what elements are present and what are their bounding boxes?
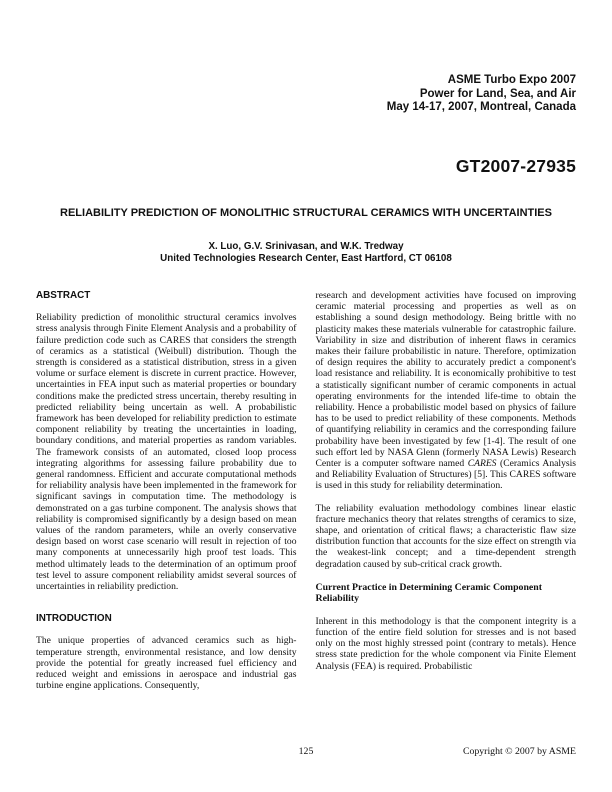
authors-line: X. Luo, G.V. Srinivasan, and W.K. Tredway	[208, 241, 404, 252]
paragraph-text: research and development activities have focused on improving ceramic material processing and properties as well as on establishing a sound design methodology. Being brittle with no plasticity makes these materials vulnerable for catastrophic failure. Variability in size and distribution of inherent flaws in ceramics makes their failure probabilistic in nature. Therefore, optimization of design requires the ability to accurately predict a component's load resistance and reliability. It is economically prohibitive to test a statistically significant number of ceramic components in actual operating environments for the intended life-time to obtain the reliability. Hence a probabilistic model based on physics of failure has to be used to predict reliability of these components. Methods of quantifying reliability in ceramics and the corresponding failure probability have been investigated by few [1-4]. The result of one such effort led by NASA Glenn (formerly NASA Lewis) Research Center is a computer software named	[315, 290, 576, 470]
conference-date-location: May 14-17, 2007, Montreal, Canada	[386, 101, 576, 114]
affiliation-line: United Technologies Research Center, East Hartford, CT 06108	[160, 253, 452, 265]
conference-name: ASME Turbo Expo 2007	[447, 74, 576, 86]
byline	[0, 241, 612, 265]
two-column-body	[36, 290, 576, 703]
introduction-heading: INTRODUCTION	[36, 613, 112, 625]
body-paragraph-2: The reliability evaluation methodology combines linear elastic fracture mechanics theory that relates strengths of ceramics to size, shape, and orientation of critical flaws; a characteristic flaw size distribution function that accounts for the size effect on strength via the weakest-link concept; and a time-dependent strength degradation caused by sub-critical crack growth.	[315, 502, 576, 570]
abstract-heading: ABSTRACT	[36, 290, 91, 301]
copyright-notice: Copyright © 2007 by ASME	[462, 746, 576, 757]
page-number: 125	[298, 746, 314, 757]
paragraph-text: (Ceramics Analysis and Reliability Evaluation of Structures) [5]. This CARES software is used in this study for reliability determination.	[315, 458, 577, 492]
abstract-paragraph: Reliability prediction of monolithic structural ceramics involves stress analysis through Finite Element Analysis and a probability of failure prediction code such as CARES that considers the strength of ceramics as a statistical (Weibull) distribution. Though the strength is considered as a statistical distribution, stress in a given volume or surface element is discrete in current practice. However, uncertainties in FEA input such as material properties or boundary conditions make the predicted stress uncertain, thereby resulting in predicted reliability being uncertain as well. A probabilistic framework has been developed for reliability prediction to estimate component reliability by treating the uncertainties in loading, boundary conditions, and material properties as random variables. The framework consists of an automated, closed loop process integrating algorithms for assessing failure probability due to general randomness. Efficient and accurate computational methods for reliability analysis have been implemented in the framework for significant savings in computation time. The methodology is demonstrated on a gas turbine component. The analysis shows that reliability is compromised significantly by a design based on mean values of the random parameters, while an overly conservative design based on worst case scenario will result in rejection of too many components at unnecessarily high proof test loads. This method ultimately leads to the determination of an optimum proof test level to assure component reliability amidst several sources of uncertainties in reliability prediction.	[36, 312, 297, 593]
introduction-paragraph: The unique properties of advanced ceramics such as high-temperature strength, environmental resistance, and low density provide the potential for greatly increased fuel efficiency and reduced weight and emissions in aerospace and industrial gas turbine engine applications. Consequently,	[36, 635, 297, 692]
subsection-heading: Current Practice in Determining Ceramic Component Reliability	[315, 581, 542, 605]
left-column	[36, 290, 297, 703]
right-column	[316, 290, 577, 703]
body-paragraph-3: Inherent in this methodology is that the component integrity is a function of the entire field solution for stresses and is not based only on the most highly stressed point (contrary to metals). Hence stress state prediction for the whole component via Finite Element Analysis (FEA) is required. Probabilistic	[315, 615, 576, 672]
paper-title: RELIABILITY PREDICTION OF MONOLITHIC STRUCTURAL CERAMICS WITH UNCERTAINTIES	[60, 207, 552, 219]
conference-theme: Power for Land, Sea, and Air	[419, 87, 576, 100]
body-paragraph-1	[316, 290, 577, 492]
paper-number: GT2007-27935	[455, 156, 576, 176]
conference-header	[387, 74, 576, 115]
software-name-italic: CARES	[467, 458, 497, 470]
